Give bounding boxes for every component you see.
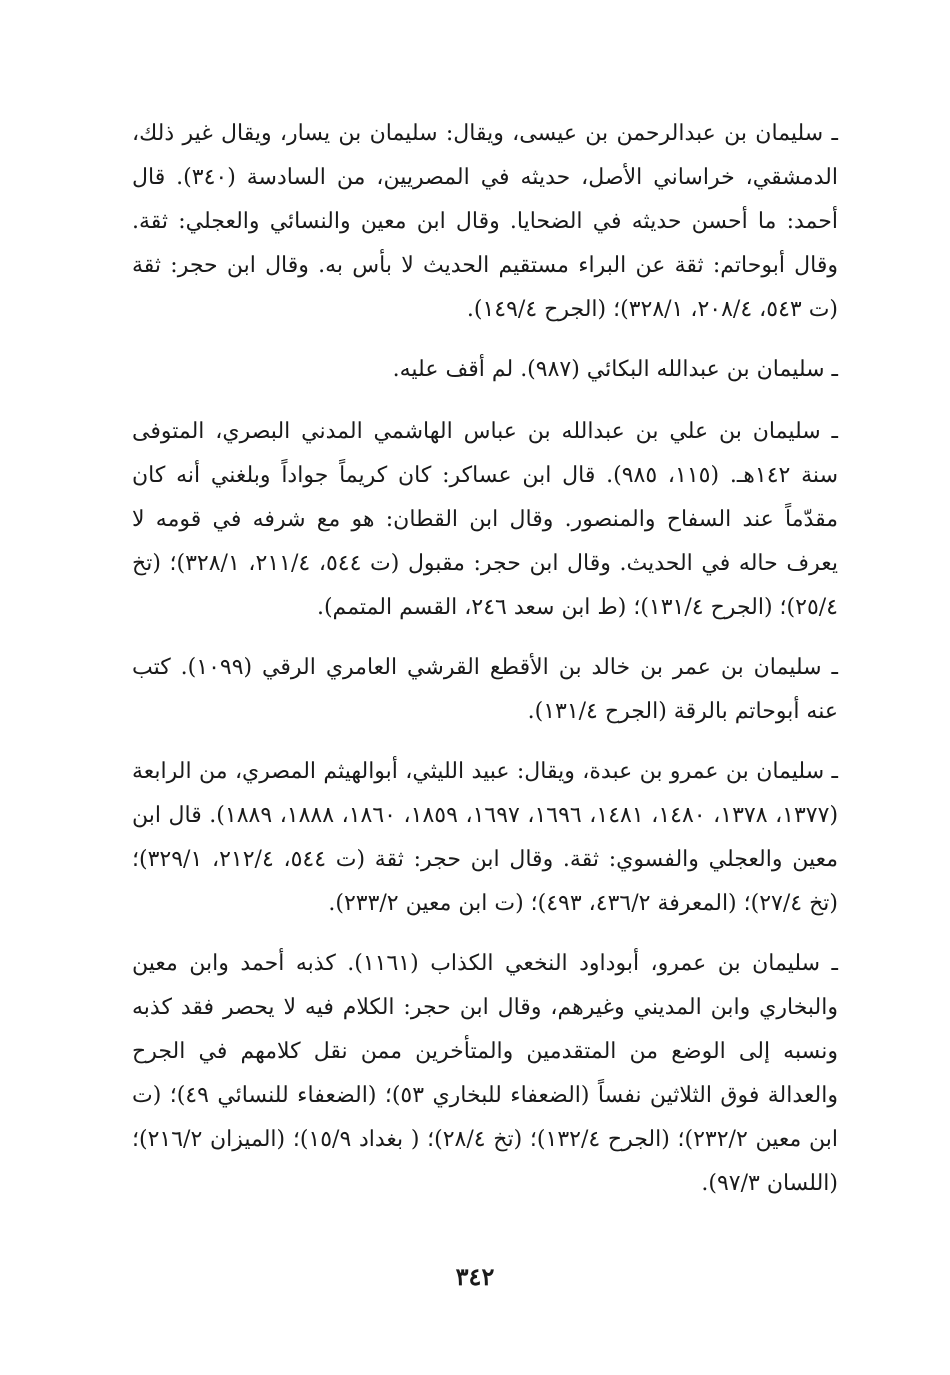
entry-sulayman-ibn-amr-abu-dawud: ـ سليمان بن عمرو، أبوداود النخعي الكذاب (١١٦١). كذبه أحمد وابن معين والبخاري وابن المديني وغيرهم، وقال ابن حجر: الكلام فيه لا يحصر فقد كذبه ونسبه إلى الوضع من المتقدمين والمتأخرين ممن نقل كلامهم في الجرح والعدالة فوق الثلاثين نفساً (الضعفاء للبخاري ٥٣)؛ (الضعفاء للنسائي ٤٩)؛ (ت ابن معين ٢٣٢/٢)؛ (الجرح ١٣٢/٤)؛ (تخ ٢٨/٤)؛ ( بغداد ١٥/٩)؛ (الميزان ٢١٦/٢)؛ (اللسان ٩٧/٣). xyxy=(132,951,838,1196)
entry-sulayman-ibn-umar: ـ سليمان بن عمر بن خالد بن الأقطع القرشي العامري الرقي (١٠٩٩). كتب عنه أبوحاتم بالرقة (الجرح ١٣١/٤). xyxy=(132,655,838,724)
entry-sulayman-ibn-amr-ibn-abda: ـ سليمان بن عمرو بن عبدة، ويقال: عبيد الليثي، أبوالهيثم المصري، من الرابعة (١٣٧٧، ١٣٧٨، ١٤٨٠، ١٤٨١، ١٦٩٦، ١٦٩٧، ١٨٥٩، ١٨٦٠، ١٨٨٨، ١٨٨٩). قال ابن معين والعجلي والفسوي: ثقة. وقال ابن حجر: ثقة (ت ٥٤٤، ٢١٢/٤، ٣٢٩/١)؛ (تخ ٢٧/٤)؛ (المعرفة ٤٣٦/٢، ٤٩٣)؛ (ت ابن معين ٢٣٣/٢). xyxy=(132,759,839,916)
entry-sulayman-ibn-abdullah-albakkai: ـ سليمان بن عبدالله البكائي (٩٨٧). لم أقف عليه. xyxy=(392,357,838,382)
entry-sulayman-ibn-abdulrahman: ـ سليمان بن عبدالرحمن بن عيسى، ويقال: سليمان بن يسار، ويقال غير ذلك، الدمشقي، خراساني الأصل، حديثه في المصريين، من السادسة (٣٤٠). قال أحمد: ما أحسن حديثه في الضحايا. وقال ابن معين والنسائي والعجلي: ثقة. وقال أبوحاتم: ثقة عن البراء مستقيم الحديث لا بأس به. وقال ابن حجر: ثقة (ت ٥٤٣، ٢٠٨/٤، ٣٢٨/١)؛ (الجرح ١٤٩/٤). xyxy=(132,121,838,322)
entry-sulayman-ibn-ali: ـ سليمان بن علي بن عبدالله بن عباس الهاشمي المدني البصري، المتوفى سنة ١٤٢هـ. (١١٥، ٩٨٥). قال ابن عساكر: كان كريماً جواداً وبلغني أنه كان مقدّماً عند السفاح والمنصور. وقال ابن القطان: هو مع شرفه في قومه لا يعرف حاله في الحديث. وقال ابن حجر: مقبول (ت ٥٤٤، ٢١١/٤، ٣٢٨/١)؛ (تخ ٢٥/٤)؛ (الجرح ١٣١/٤)؛ (ط ابن سعد ٢٤٦، القسم المتمم). xyxy=(132,419,839,620)
page-content xyxy=(132,112,838,1222)
page-number: ٣٤٢ xyxy=(455,1262,495,1291)
